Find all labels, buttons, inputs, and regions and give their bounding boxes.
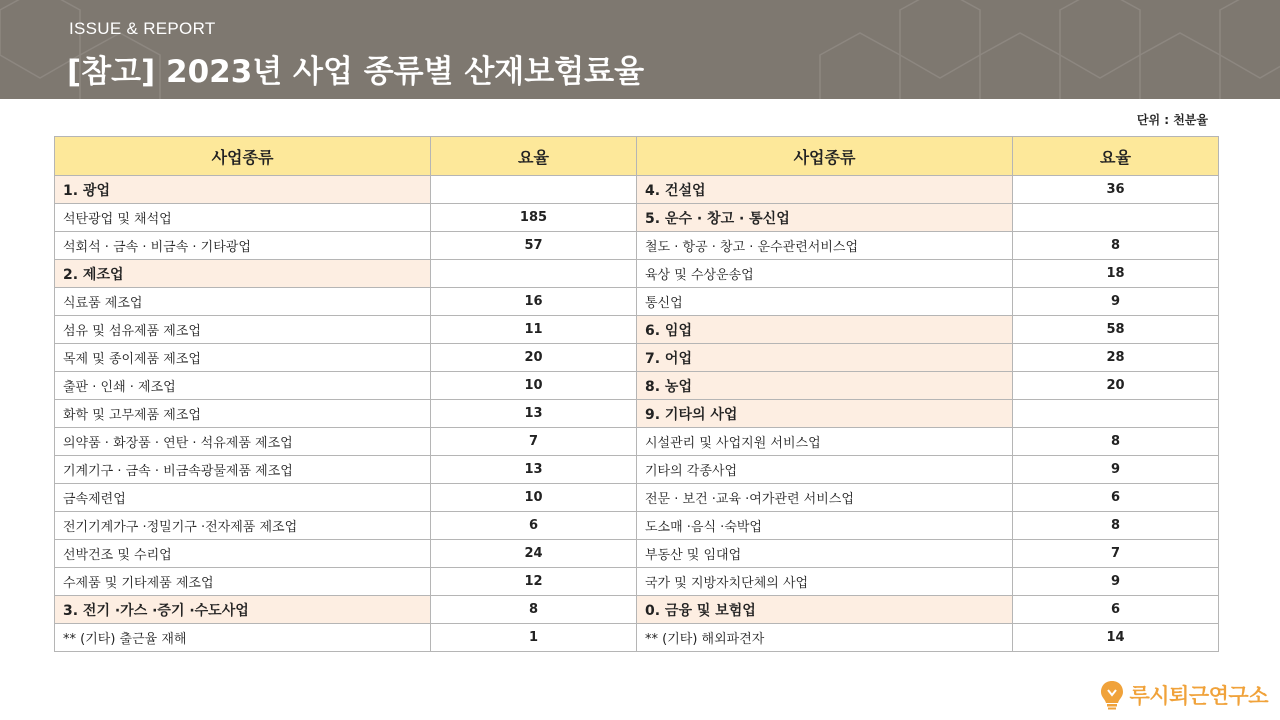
rate-cell: 6: [431, 512, 637, 540]
business-type-cell: 선박건조 및 수리업: [55, 540, 431, 568]
rate-cell: 6: [1013, 596, 1219, 624]
rate-cell: 185: [431, 204, 637, 232]
business-type-cell: 금속제련업: [55, 484, 431, 512]
business-type-cell: 식료품 제조업: [55, 288, 431, 316]
business-type-cell: 목제 및 종이제품 제조업: [55, 344, 431, 372]
rate-cell: 9: [1013, 456, 1219, 484]
insurance-rate-table: [54, 136, 1219, 652]
column-header-rate: 요율: [1013, 137, 1219, 176]
rate-cell: 8: [1013, 428, 1219, 456]
business-type-cell: 통신업: [637, 288, 1013, 316]
category-cell: 5. 운수 · 창고 · 통신업: [637, 204, 1013, 232]
rate-cell: 36: [1013, 176, 1219, 204]
logo-text: 루시퇴근연구소: [1129, 684, 1268, 708]
business-type-cell: 부동산 및 임대업: [637, 540, 1013, 568]
business-type-cell: 전기기계가구 ·정밀기구 ·전자제품 제조업: [55, 512, 431, 540]
business-type-cell: 의약품 · 화장품 · 연탄 · 석유제품 제조업: [55, 428, 431, 456]
category-cell: 3. 전기 ·가스 ·증기 ·수도사업: [55, 596, 431, 624]
rate-cell: 8: [1013, 232, 1219, 260]
business-type-cell: 출판 · 인쇄 · 제조업: [55, 372, 431, 400]
category-cell: 1. 광업: [55, 176, 431, 204]
table-row: [55, 344, 1219, 372]
business-type-cell: 화학 및 고무제품 제조업: [55, 400, 431, 428]
business-type-cell: 시설관리 및 사업지원 서비스업: [637, 428, 1013, 456]
rate-cell: 10: [431, 484, 637, 512]
table-row: [55, 428, 1219, 456]
column-header-rate: 요율: [431, 137, 637, 176]
table-row: [55, 232, 1219, 260]
rate-cell: 24: [431, 540, 637, 568]
category-cell: 6. 임업: [637, 316, 1013, 344]
business-type-cell: 섬유 및 섬유제품 제조업: [55, 316, 431, 344]
business-type-cell: 철도 · 항공 · 창고 · 운수관련서비스업: [637, 232, 1013, 260]
rate-cell: 13: [431, 400, 637, 428]
rate-cell: 11: [431, 316, 637, 344]
rate-cell: 7: [1013, 540, 1219, 568]
business-type-cell: ** (기타) 출근율 재해: [55, 624, 431, 652]
header-subtitle: ISSUE & REPORT: [69, 19, 216, 38]
table-row: [55, 316, 1219, 344]
business-type-cell: 육상 및 수상운송업: [637, 260, 1013, 288]
unit-label: 단위 : 천분율: [1136, 113, 1208, 127]
business-type-cell: 석회석 · 금속 · 비금속 · 기타광업: [55, 232, 431, 260]
category-cell: 8. 농업: [637, 372, 1013, 400]
rate-cell: 58: [1013, 316, 1219, 344]
table-row: [55, 260, 1219, 288]
rate-cell: 6: [1013, 484, 1219, 512]
rate-cell: 7: [431, 428, 637, 456]
business-type-cell: 석탄광업 및 채석업: [55, 204, 431, 232]
brand-logo: [1099, 680, 1268, 710]
header-banner: [0, 0, 1280, 99]
table-row: [55, 596, 1219, 624]
rate-cell: 20: [1013, 372, 1219, 400]
category-cell: 2. 제조업: [55, 260, 431, 288]
rate-cell: [1013, 400, 1219, 428]
rate-cell: 57: [431, 232, 637, 260]
column-header-business-type: 사업종류: [637, 137, 1013, 176]
rate-cell: 10: [431, 372, 637, 400]
category-cell: 7. 어업: [637, 344, 1013, 372]
rate-cell: [431, 260, 637, 288]
page-title: [참고] 2023년 사업 종류별 산재보험료율: [67, 54, 645, 90]
business-type-cell: ** (기타) 해외파견자: [637, 624, 1013, 652]
rate-cell: 16: [431, 288, 637, 316]
rate-cell: 20: [431, 344, 637, 372]
business-type-cell: 기타의 각종사업: [637, 456, 1013, 484]
table-row: [55, 540, 1219, 568]
rate-cell: 28: [1013, 344, 1219, 372]
business-type-cell: 기계기구 · 금속 · 비금속광물제품 제조업: [55, 456, 431, 484]
rate-cell: 18: [1013, 260, 1219, 288]
rate-cell: [1013, 204, 1219, 232]
business-type-cell: 도소매 ·음식 ·숙박업: [637, 512, 1013, 540]
rate-cell: 12: [431, 568, 637, 596]
table-row: [55, 372, 1219, 400]
table-row: [55, 176, 1219, 204]
rate-cell: [431, 176, 637, 204]
table-row: [55, 456, 1219, 484]
category-cell: 4. 건설업: [637, 176, 1013, 204]
table-row: [55, 288, 1219, 316]
table-row: [55, 512, 1219, 540]
table-header-row: [55, 137, 1219, 176]
rate-cell: 8: [431, 596, 637, 624]
rate-cell: 9: [1013, 288, 1219, 316]
business-type-cell: 수제품 및 기타제품 제조업: [55, 568, 431, 596]
rate-cell: 13: [431, 456, 637, 484]
rate-cell: 9: [1013, 568, 1219, 596]
rate-cell: 1: [431, 624, 637, 652]
table-row: [55, 204, 1219, 232]
business-type-cell: 전문 · 보건 ·교육 ·여가관련 서비스업: [637, 484, 1013, 512]
category-cell: 0. 금융 및 보험업: [637, 596, 1013, 624]
lightbulb-icon: [1099, 680, 1125, 710]
table-row: [55, 624, 1219, 652]
category-cell: 9. 기타의 사업: [637, 400, 1013, 428]
rate-cell: 14: [1013, 624, 1219, 652]
rate-cell: 8: [1013, 512, 1219, 540]
table-row: [55, 484, 1219, 512]
table-row: [55, 568, 1219, 596]
table-row: [55, 400, 1219, 428]
business-type-cell: 국가 및 지방자치단체의 사업: [637, 568, 1013, 596]
column-header-business-type: 사업종류: [55, 137, 431, 176]
